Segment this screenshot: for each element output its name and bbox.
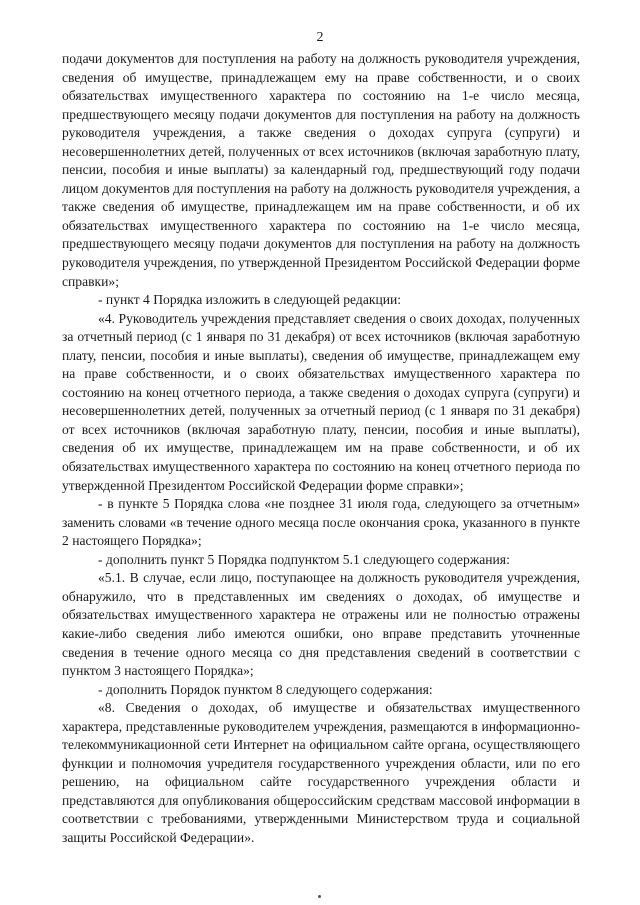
paragraph-item-8-text: «8. Сведения о доходах, об имуществе и обязательствах имущественного характера, представленные руководителем учреждения, размещаются в информационно-телекоммуникационной сети Интернет на официальном сайте органа, осуществляющего функции и полномочия учредителя государственного учреждения области, или по его решению, на официальном сайте государственного учреждения области и представляются для опубликования общероссийским средствам массовой информации в соответствии с требованиями, утвержденными Министерством труда и социальной защиты Российской Федерации».: [62, 700, 580, 845]
paragraph-item-5-1-text: «5.1. В случае, если лицо, поступающее на должность руководителя учреждения, обнаружило, что в представленных им сведениях о доходах, об имуществе и обязательствах имущественного характера не отражены или не полностью отражены какие-либо сведения либо имеются ошибки, оно вправе представить уточненные сведения в течение одного месяца со дня представления сведений в соответствии с пунктом 3 настоящего Порядка»;: [62, 570, 580, 679]
paragraph-item-4-intro: - пункт 4 Порядка изложить в следующей редакции:: [98, 292, 402, 308]
page-number: 2: [316, 30, 324, 45]
scan-speck: [318, 895, 321, 898]
paragraph-item-4-text: «4. Руководитель учреждения представляет сведения о своих доходах, полученных за отчетный период (с 1 января по 31 декабря) от всех источников (включая заработную плату, пенсии, пособия и иные выплаты), сведения об имуществе, принадлежащем ему на праве собственности, и о своих обязательствах имущественного характера по состоянию на конец отчетного периода, а также сведения о доходах супруга (супруги) и несовершеннолетних детей, полученных за отчетный период (с 1 января по 31 декабря) от всех источников (включая заработную плату, пенсии, пособия и иные выплаты), сведения об их имуществе, принадлежащем им на праве собственности, и об их обязательствах имущественного характера по состоянию на конец отчетного периода по утвержденной Президентом Российской Федерации форме справки»;: [62, 310, 580, 493]
paragraph-item-5-amend: - в пункте 5 Порядка слова «не позднее 31 июля года, следующего за отчетным» заменить словами «в течение одного месяца после окончания срока, указанного в пункте 2 настоящего Порядка»;: [62, 496, 580, 549]
paragraph-item-8-intro: - дополнить Порядок пунктом 8 следующего содержания:: [98, 681, 433, 697]
paragraph-item-5-1-intro: - дополнить пункт 5 Порядка подпунктом 5.1 следующего содержания:: [98, 551, 510, 567]
document-body: [62, 50, 580, 848]
paragraph-continuation: подачи документов для поступления на работу на должность руководителя учреждения, сведения об имуществе, принадлежащем ему на праве собственности, и о своих обязательствах имущественного характера по состоянию на 1-е число месяца, предшествующего месяцу подачи документов для поступления на работу на должность руководителя учреждения, а также сведения о доходах супруга (супруги) и несовершеннолетних детей, полученных от всех источников (включая заработную плату, пенсии, пособия и иные выплаты) за календарный год, предшествующий году подачи лицом документов для поступления на работу на должность руководителя учреждения, а также сведения об имуществе, принадлежащем им на праве собственности, и об их обязательствах имущественного характера по состоянию на 1-е число месяца, предшествующего месяцу подачи документов для поступления на работу на должность руководителя учреждения, по утвержденной Президентом Российской Федерации форме справки»;: [62, 51, 580, 289]
